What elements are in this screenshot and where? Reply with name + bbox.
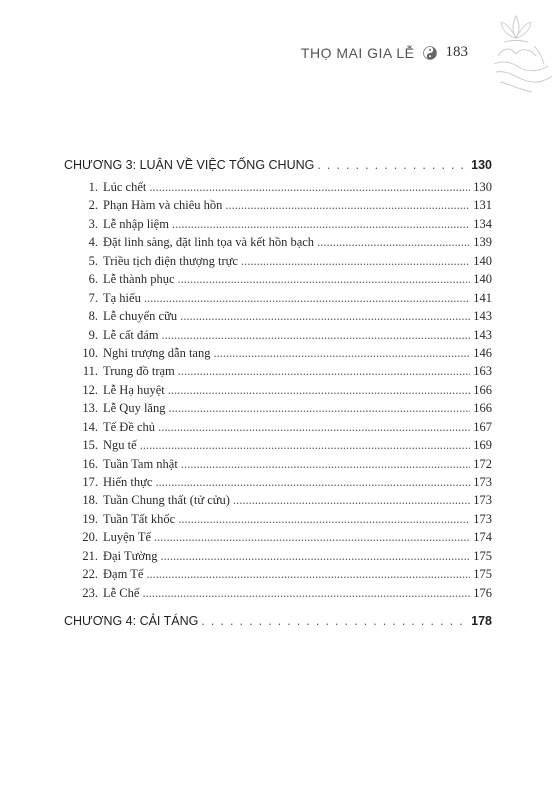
entry-title: Phạn Hàm và chiêu hồn bbox=[103, 198, 223, 213]
toc-entry[interactable] bbox=[64, 530, 492, 548]
toc-entry[interactable] bbox=[64, 512, 492, 530]
dot-leader bbox=[178, 272, 471, 287]
entry-number: 23. bbox=[82, 585, 98, 600]
entry-page: 167 bbox=[473, 419, 492, 434]
dot-leader bbox=[140, 438, 471, 453]
entry-title: Lễ Hạ huyệt bbox=[103, 382, 165, 397]
toc-entry[interactable] bbox=[64, 180, 492, 198]
dot-leader bbox=[181, 457, 470, 472]
dot-leader bbox=[149, 180, 470, 195]
entry-number: 8. bbox=[88, 309, 98, 324]
entry-title: Tuần Chung thất (tử cửu) bbox=[103, 493, 230, 508]
entry-page: 174 bbox=[473, 530, 492, 545]
toc-entry[interactable] bbox=[64, 549, 492, 567]
chapter-page: 178 bbox=[471, 614, 492, 629]
entry-title: Trung đồ trạm bbox=[103, 364, 175, 379]
entry-title: Lễ thành phục bbox=[103, 272, 175, 287]
chapter-page: 130 bbox=[471, 158, 492, 172]
dot-leader bbox=[241, 254, 470, 269]
toc-entry[interactable] bbox=[64, 328, 492, 346]
entry-page: 146 bbox=[473, 345, 492, 360]
toc-entry[interactable] bbox=[64, 272, 492, 290]
entry-page: 166 bbox=[473, 382, 492, 397]
entry-number: 11. bbox=[82, 364, 98, 379]
dot-leader bbox=[155, 475, 470, 490]
entry-number: 20. bbox=[82, 530, 98, 545]
entry-number: 15. bbox=[82, 438, 98, 453]
yin-yang-icon bbox=[423, 46, 437, 60]
entry-title: Lễ Quy lăng bbox=[103, 401, 166, 416]
entry-title: Luyện Tế bbox=[103, 530, 152, 545]
entry-title: Lễ Chế bbox=[103, 585, 140, 600]
entry-title: Tuần Tất khốc bbox=[103, 511, 176, 526]
toc-entry[interactable] bbox=[64, 567, 492, 585]
entry-number: 12. bbox=[82, 382, 98, 397]
entry-number: 9. bbox=[88, 327, 98, 342]
dot-leader bbox=[178, 364, 470, 379]
entry-number: 13. bbox=[82, 401, 98, 416]
entry-page: 134 bbox=[473, 216, 492, 231]
entry-title: Đặt linh sàng, đặt linh tọa và kết hồn bạch bbox=[103, 235, 315, 250]
entry-number: 16. bbox=[82, 456, 98, 471]
entry-title: Đạm Tế bbox=[103, 567, 144, 582]
dot-leader bbox=[158, 420, 470, 435]
entry-title: Tuần Tam nhật bbox=[103, 456, 178, 471]
entry-page: 173 bbox=[473, 511, 492, 526]
toc-entry[interactable] bbox=[64, 438, 492, 456]
toc-entry[interactable] bbox=[64, 475, 492, 493]
entry-page: 173 bbox=[473, 493, 492, 508]
entry-title: Ngu tế bbox=[103, 438, 137, 453]
toc-entry[interactable] bbox=[64, 217, 492, 235]
toc-entry[interactable] bbox=[64, 586, 492, 604]
page-number: 183 bbox=[445, 44, 468, 60]
dot-leader bbox=[168, 401, 470, 416]
entry-page: 143 bbox=[473, 309, 492, 324]
entry-number: 4. bbox=[88, 235, 98, 250]
entry-page: 172 bbox=[473, 456, 492, 471]
dot-leader bbox=[225, 198, 470, 213]
dot-leader bbox=[180, 309, 470, 324]
entry-number: 7. bbox=[88, 290, 98, 305]
dot-leader bbox=[178, 512, 470, 527]
toc-entry[interactable] bbox=[64, 364, 492, 382]
table-of-contents bbox=[64, 158, 492, 636]
entry-title: Lúc chết bbox=[103, 180, 147, 194]
toc-entry[interactable] bbox=[64, 401, 492, 419]
entry-title: Nghi trượng dẫn tang bbox=[103, 345, 211, 360]
entry-page: 141 bbox=[473, 290, 492, 305]
chapter-title: CHƯƠNG 3: LUẬN VỀ VIỆC TỐNG CHUNG bbox=[64, 158, 315, 172]
entry-page: 163 bbox=[473, 364, 492, 379]
dot-leader bbox=[317, 158, 468, 172]
entry-page: 176 bbox=[473, 585, 492, 600]
entry-title: Đại Tường bbox=[103, 548, 158, 563]
entry-page: 130 bbox=[473, 180, 492, 194]
entry-page: 175 bbox=[473, 567, 492, 582]
dot-leader bbox=[142, 586, 470, 601]
entry-number: 2. bbox=[88, 198, 98, 213]
toc-entry[interactable] bbox=[64, 457, 492, 475]
chapter-title: CHƯƠNG 4: CẢI TÁNG bbox=[64, 614, 199, 629]
toc-chapter-3[interactable] bbox=[64, 158, 492, 180]
entry-page: 140 bbox=[473, 272, 492, 287]
toc-entry[interactable] bbox=[64, 420, 492, 438]
dot-leader bbox=[201, 614, 468, 628]
entry-number: 19. bbox=[82, 511, 98, 526]
entry-number: 1. bbox=[88, 180, 98, 194]
toc-chapter-4[interactable] bbox=[64, 614, 492, 636]
entry-number: 14. bbox=[82, 419, 98, 434]
toc-entry[interactable] bbox=[64, 346, 492, 364]
entry-number: 22. bbox=[82, 567, 98, 582]
dot-leader bbox=[213, 346, 470, 361]
entry-page: 173 bbox=[473, 475, 492, 489]
toc-entry[interactable] bbox=[64, 254, 492, 272]
entry-number: 10. bbox=[82, 345, 98, 360]
entry-title: Triều tịch điện thượng trực bbox=[103, 253, 238, 268]
dot-leader bbox=[162, 328, 471, 343]
entry-page: 169 bbox=[473, 438, 492, 453]
dot-leader bbox=[172, 217, 470, 232]
entry-title: Lễ cất đám bbox=[103, 327, 159, 342]
entry-number: 6. bbox=[88, 272, 98, 287]
dot-leader bbox=[168, 383, 470, 398]
toc-entry[interactable] bbox=[64, 235, 492, 253]
entry-number: 18. bbox=[82, 493, 98, 508]
lotus-hand-ornament bbox=[476, 6, 556, 106]
entry-title: Tế Đề chủ bbox=[103, 419, 156, 434]
toc-entry[interactable] bbox=[64, 291, 492, 309]
entry-page: 131 bbox=[473, 198, 492, 213]
entry-title: Hiến thực bbox=[103, 475, 153, 489]
entry-title: Lễ nhập liệm bbox=[103, 216, 169, 231]
entry-title: Lễ chuyển cữu bbox=[103, 309, 178, 324]
entry-title: Tạ hiếu bbox=[103, 290, 141, 305]
dot-leader bbox=[154, 530, 470, 545]
entry-page: 143 bbox=[473, 327, 492, 342]
entry-number: 3. bbox=[88, 216, 98, 231]
entry-number: 21. bbox=[82, 548, 98, 563]
book-title: THỌ MAI GIA LỄ bbox=[300, 44, 415, 61]
dot-leader bbox=[144, 291, 470, 306]
entry-page: 140 bbox=[473, 253, 492, 268]
toc-entry[interactable] bbox=[64, 493, 492, 511]
dot-leader bbox=[160, 549, 470, 564]
entry-page: 139 bbox=[473, 235, 492, 250]
entry-page: 175 bbox=[473, 548, 492, 563]
entry-number: 17. bbox=[82, 475, 98, 489]
dot-leader bbox=[146, 567, 470, 582]
entry-page: 166 bbox=[473, 401, 492, 416]
entry-number: 5. bbox=[88, 253, 98, 268]
running-header bbox=[301, 44, 468, 61]
toc-entry[interactable] bbox=[64, 383, 492, 401]
toc-entry[interactable] bbox=[64, 309, 492, 327]
toc-entry[interactable] bbox=[64, 198, 492, 216]
dot-leader bbox=[233, 493, 470, 508]
dot-leader bbox=[317, 235, 470, 250]
